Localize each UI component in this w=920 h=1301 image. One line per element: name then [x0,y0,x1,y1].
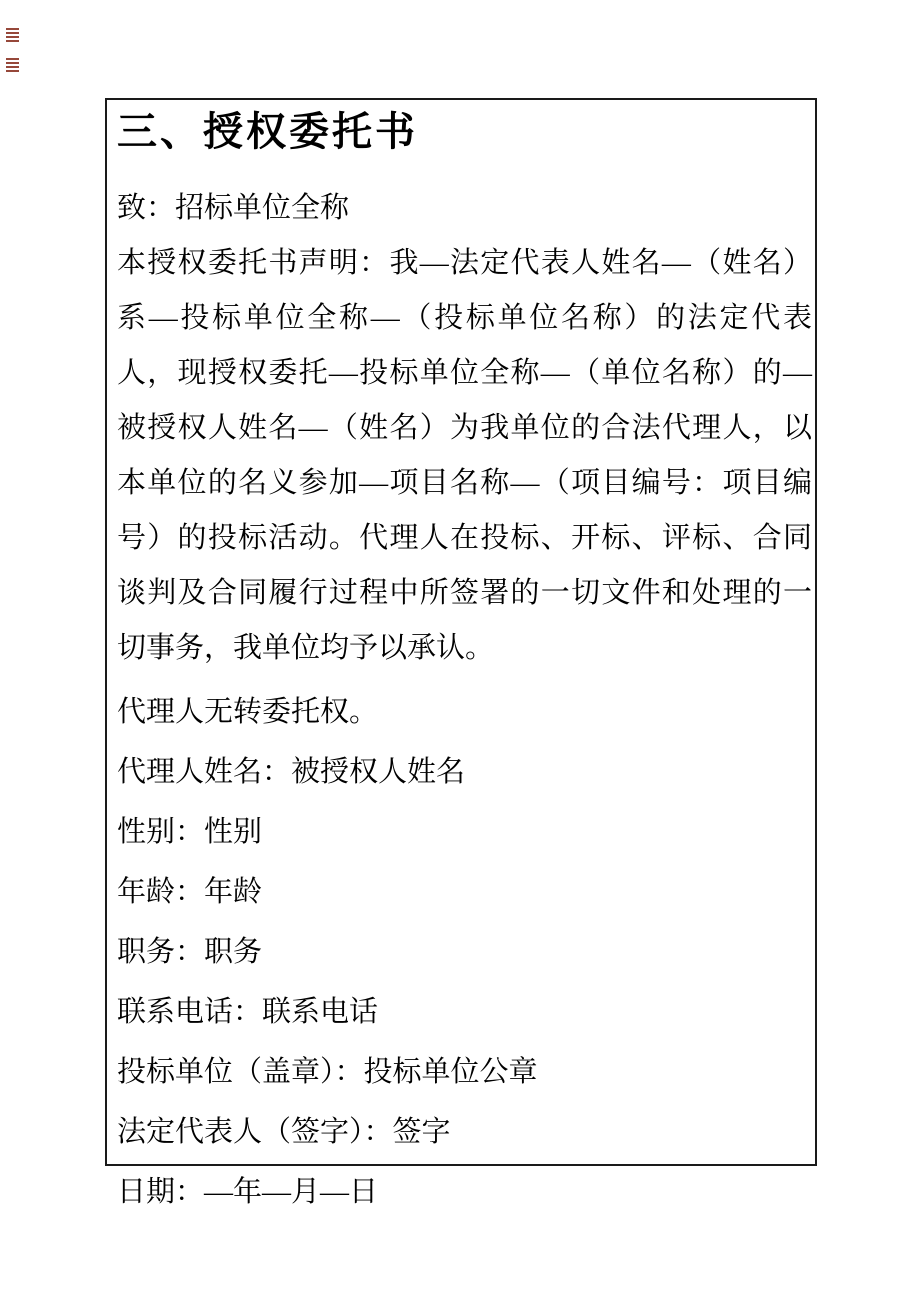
field-agent-name: 代理人姓名：被授权人姓名 [117,756,466,788]
authorization-letter-box [105,98,817,1208]
watermark-fragment-icon [6,28,19,74]
watermark-fragment-bottom-icon [6,58,19,74]
salutation-line: 致：招标单位全称 [117,192,350,224]
field-legal-rep-signature: 法定代表人（签字）：签字 [117,1116,451,1148]
field-gender: 性别：性别 [117,816,263,848]
field-age: 年龄：年龄 [117,876,263,908]
field-date: 日期：—年—月—日 [117,1176,379,1208]
document-title: 三、授权委托书 [117,109,418,154]
body-paragraph: 本授权委托书声明：我—法定代表人姓名—（姓名）系—投标单位全称—（投标单位名称）的法定代表人，现授权委托—投标单位全称—（单位名称）的—被授权人姓名—（姓名）为我单位的合法代理人，以本单位的名义参加—项目名称—（项目编号：项目编号）的投标活动。代理人在投标、开标、评标、合同谈判及合同履行过程中所签署的一切文件和处理的一切事务，我单位均予以承认。 [117,247,812,664]
watermark-fragment-top-icon [6,28,19,44]
clause-line: 代理人无转委托权。 [117,696,379,728]
field-position: 职务：职务 [117,936,263,968]
field-bidder-seal: 投标单位（盖章）：投标单位公章 [117,1056,538,1088]
field-phone: 联系电话：联系电话 [117,996,379,1028]
